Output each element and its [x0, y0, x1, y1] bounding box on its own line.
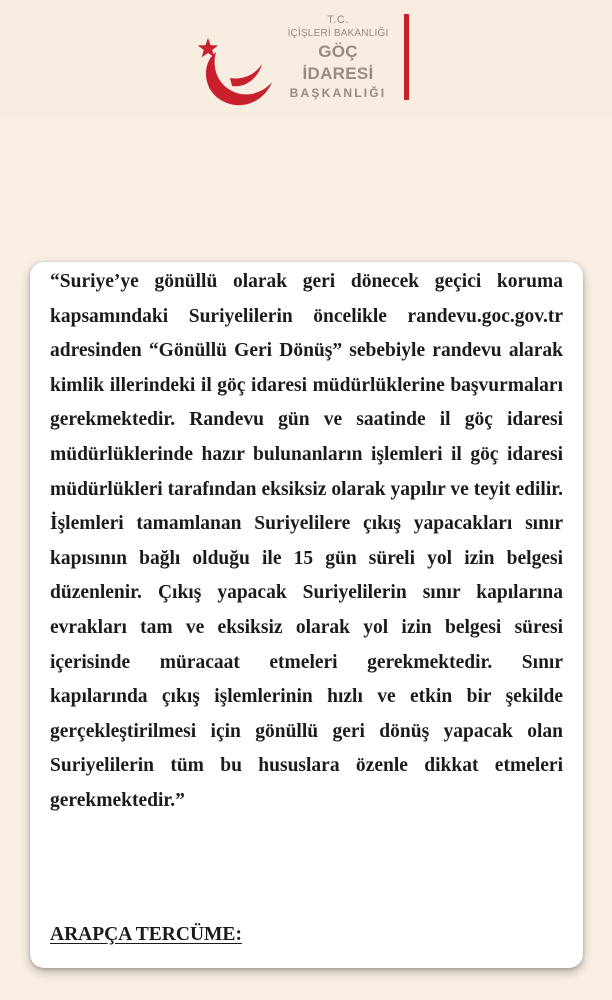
page-header [0, 0, 612, 118]
announcement-card [30, 262, 583, 968]
arabic-translation-heading: ARAPÇA TERCÜME: [50, 924, 242, 945]
announcement-text: “Suriye’ye gönüllü olarak geri dönecek geçici koruma kapsamındaki Suriyelilerin öncelikle randevu.goc.gov.tr adresinden “Gönüllü Geri Dönüş” sebebiyle randevu alarak kimlik illerindeki il göç idaresi müdürlüklerine başvurmaları gerekmektedir. Randevu gün ve saatinde il göç idaresi müdürlüklerinde hazır bulunanların işlemleri il göç idaresi müdürlükleri tarafından eksiksiz olarak yapılır ve teyit edilir. İşlemleri tamamlanan Suriyelilere çıkış yapacakları sınır kapısının bağlı olduğu ile 15 gün süreli yol izin belgesi düzenlenir. Çıkış yapacak Suriyelilerin sınır kapılarına evrakları tam ve eksiksiz olarak yol izin belgesi süresi içerisinde müracaat etmeleri gerekmektedir. Sınır kapılarında çıkış işlemlerinin hızlı ve etkin bir şekilde gerçekleştirilmesi için gönüllü geri dönüş yapacak olan Suriyelilerin tüm bu hususlara özenle dikkat etmeleri gerekmektedir.” [50, 271, 563, 811]
logo-ministry: İÇİŞLERİ BAKANLIĞI [287, 28, 389, 39]
logo-tc: T.C. [327, 14, 349, 26]
logo-wordmark [282, 14, 394, 101]
logo-agency: GÖÇ İDARESİ [302, 42, 374, 83]
goc-idaresi-logo[interactable] [196, 10, 418, 106]
logo-divider-bar [404, 14, 409, 100]
crescent-star-bird-icon [196, 34, 276, 110]
logo-presidency: BAŞKANLIĞI [289, 86, 387, 100]
